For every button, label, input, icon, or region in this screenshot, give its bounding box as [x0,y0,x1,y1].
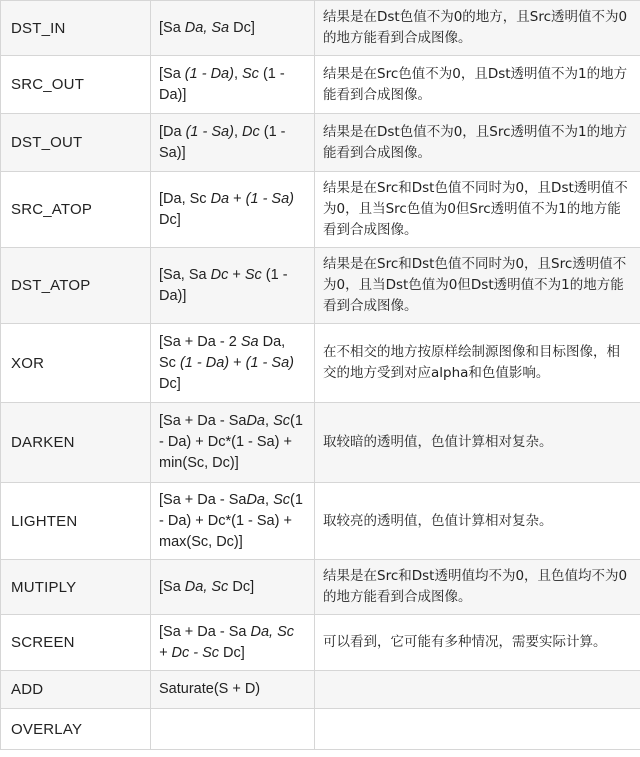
formula-segment: (1 - Sa)] [159,123,286,161]
formula-segment: (1 - Da) [179,354,230,371]
formula-segment: Da [246,413,265,429]
formula-segment: Da [210,190,230,207]
formula-segment: Sc [242,65,259,82]
table-row [1,172,640,248]
formula-segment: (1 - Sa) [245,190,294,207]
formula-segment: Da [246,491,265,508]
formula-segment: [Sa [159,65,185,82]
formula-segment: Dc] [228,578,255,595]
formula-segment: Sc [273,413,290,429]
formula-segment: Saturate(S + D) [159,681,261,697]
mode-name-cell: MUTIPLY [1,560,151,615]
formula-segment: [Da [159,123,186,140]
table-row [1,483,640,560]
table-row [1,671,640,709]
formula-segment: (1 - Da) + Dc*(1 - Sa) + min(Sc, Dc)] [159,413,303,471]
formula-cell [151,483,315,560]
mode-name-cell: OVERLAY [1,709,151,750]
formula-cell [151,560,315,615]
formula-segment: Sc [273,491,290,508]
table-row [1,709,640,750]
mode-name-cell: ADD [1,671,151,709]
formula-segment: , [265,413,274,429]
description-cell: 取较亮的透明值，色值计算相对复杂。 [315,483,640,560]
mode-name-cell: DST_IN [1,1,151,56]
mode-name-cell: SRC_ATOP [1,172,151,248]
formula-segment: [Sa + Da - Sa [159,491,247,508]
mode-name-cell: SCREEN [1,615,151,671]
formula-segment: (1 - Sa) [185,123,234,140]
formula-segment: Dc] [159,211,181,228]
description-cell [315,671,640,709]
formula-segment: Dc [242,123,260,140]
formula-segment: [Da, Sc [159,190,211,207]
formula-segment: Sc [244,266,262,283]
table-row [1,114,640,172]
formula-segment: Dc] [159,375,181,392]
formula-segment: Dc [210,266,229,283]
table-row [1,615,640,671]
description-cell [315,709,640,750]
formula-cell [151,1,315,56]
formula-segment: Da, Sc + Dc - Sc [159,623,294,661]
description-cell: 结果是在Src和Dst色值不同时为0，且Dst透明值不为0，且当Src色值为0但Src透明值不为1的地方能看到合成图像。 [315,172,640,248]
table-row [1,560,640,615]
description-cell: 结果是在Src和Dst色值不同时为0，且Src透明值不为0，且当Dst色值为0但Dst透明值不为1的地方能看到合成图像。 [315,248,640,324]
formula-segment: [Sa + Da - Sa [159,623,251,640]
table-body [1,1,640,750]
formula-segment: (1 - Da) [184,65,234,82]
description-cell: 结果是在Src和Dst透明值均不为0，且色值均不为0的地方能看到合成图像。 [315,560,640,615]
formula-segment: Da, Sc [159,333,286,371]
formula-segment: Sa [240,333,259,350]
formula-segment: Da, Sc [184,578,229,595]
formula-segment: [Sa + Da - 2 [159,333,241,350]
formula-segment: (1 - Sa) [245,354,294,371]
mode-name-cell: DARKEN [1,403,151,483]
formula-cell [151,403,315,483]
description-cell: 结果是在Dst色值不为0，且Src透明值不为1的地方能看到合成图像。 [315,114,640,172]
formula-segment: Da, Sa [184,19,230,36]
formula-segment: (1 - Da)] [159,65,285,103]
formula-cell [151,671,315,709]
formula-segment: , [265,491,274,508]
description-cell: 在不相交的地方按原样绘制源图像和目标图像，相交的地方受到对应alpha和色值影响。 [315,324,640,403]
description-cell: 结果是在Src色值不为0，且Dst透明值不为1的地方能看到合成图像。 [315,56,640,114]
table-row [1,56,640,114]
description-cell: 可以看到，它可能有多种情况，需要实际计算。 [315,615,640,671]
formula-cell [151,248,315,324]
formula-segment: [Sa [159,19,185,36]
formula-cell [151,114,315,172]
formula-cell [151,324,315,403]
table-row [1,324,640,403]
formula-segment: , [233,65,243,82]
formula-segment: (1 - Da)] [159,266,288,304]
formula-cell [151,709,315,750]
table-row [1,1,640,56]
formula-segment: [Sa + Da - Sa [159,413,247,429]
formula-segment: [Sa [159,578,185,595]
mode-name-cell: DST_ATOP [1,248,151,324]
formula-segment: , [233,123,242,140]
description-cell: 结果是在Dst色值不为0的地方，且Src透明值不为0的地方能看到合成图像。 [315,1,640,56]
mode-name-cell: LIGHTEN [1,483,151,560]
mode-name-cell: DST_OUT [1,114,151,172]
formula-cell [151,615,315,671]
formula-segment: + [229,354,246,371]
formula-cell [151,172,315,248]
mode-name-cell: SRC_OUT [1,56,151,114]
formula-segment: Dc] [219,644,245,661]
formula-segment: Dc] [229,19,255,36]
formula-cell [151,56,315,114]
formula-segment: [Sa, Sa [159,266,211,283]
table-row [1,403,640,483]
formula-segment: + [229,190,246,207]
mode-name-cell: XOR [1,324,151,403]
table-row [1,248,640,324]
formula-segment: + [228,266,245,283]
description-cell: 取较暗的透明值，色值计算相对复杂。 [315,403,640,483]
formula-segment: (1 - Da) + Dc*(1 - Sa) + max(Sc, Dc)] [159,491,303,550]
